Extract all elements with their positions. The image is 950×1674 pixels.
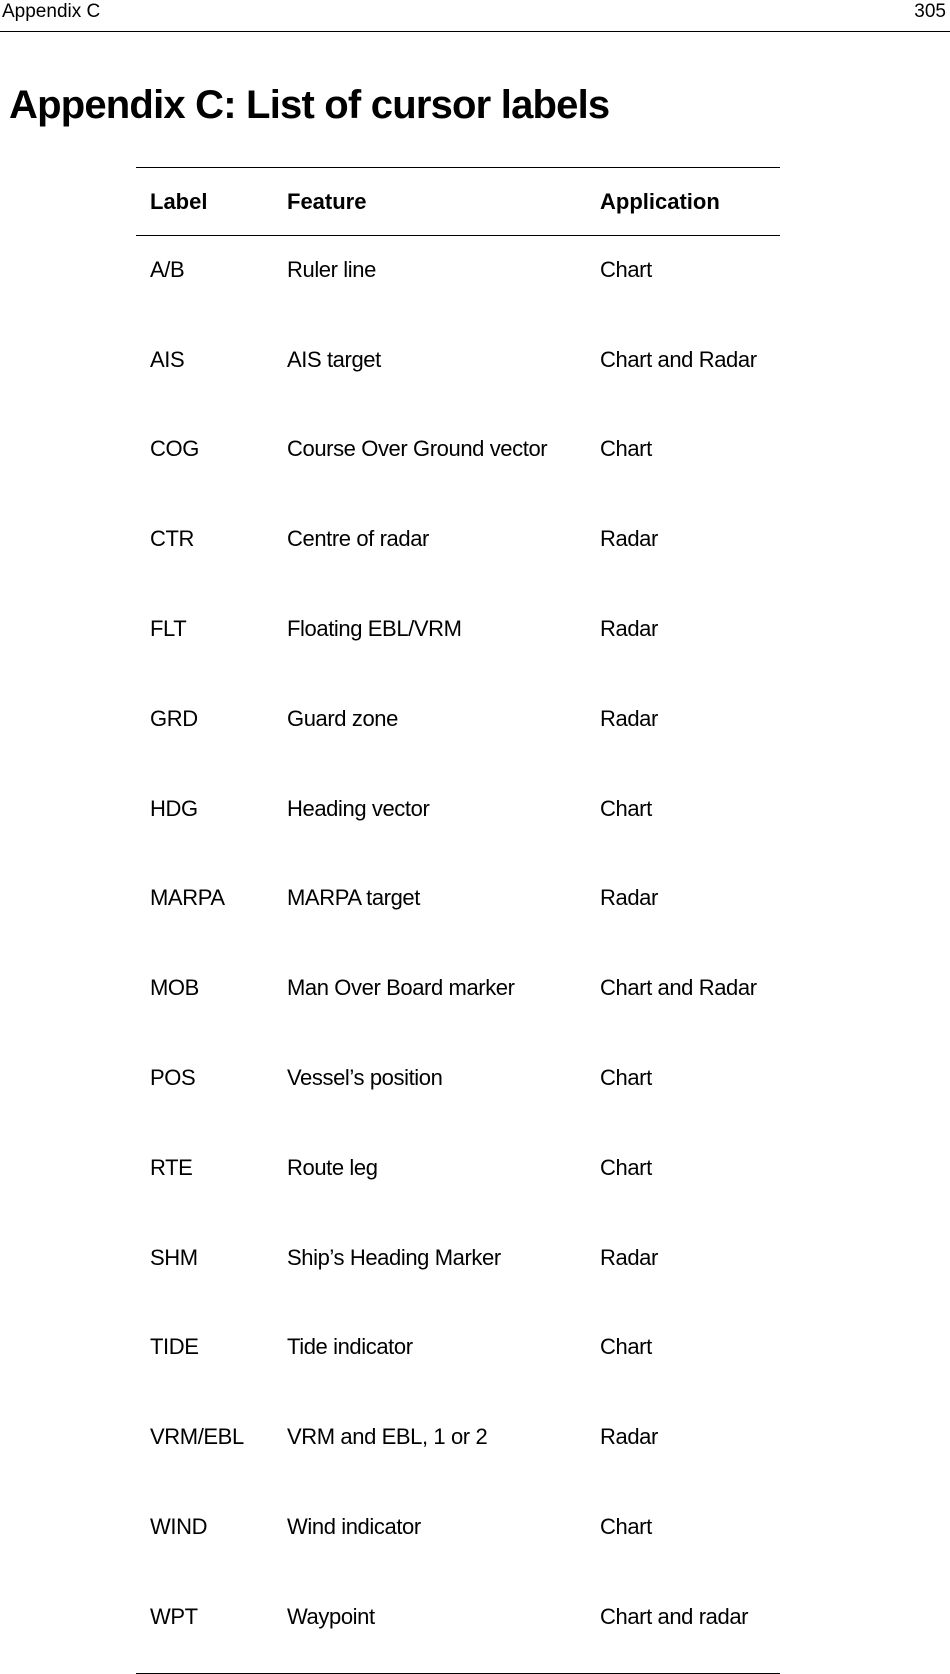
application-cell: Chart: [600, 1154, 652, 1180]
table-row: [136, 595, 780, 685]
table-body: [136, 236, 780, 1674]
cursor-label-cell: MOB: [150, 975, 199, 1001]
cursor-label-cell: SHM: [150, 1244, 198, 1270]
cursor-label-cell: HDG: [150, 795, 198, 821]
feature-cell: Course Over Ground vector: [287, 436, 548, 462]
page-title: Appendix C: List of cursor labels: [9, 83, 610, 127]
table-row: [136, 236, 780, 326]
feature-cell: Guard zone: [287, 705, 398, 731]
table-row: [136, 1044, 780, 1134]
cursor-label-cell: TIDE: [150, 1334, 199, 1360]
table-row: [136, 775, 780, 865]
cursor-label-cell: GRD: [150, 705, 198, 731]
cursor-label-cell: CTR: [150, 526, 195, 552]
cursor-labels-table: [136, 167, 780, 1674]
column-header-application: Application: [600, 168, 780, 236]
header-section-name: Appendix C: [2, 1, 101, 22]
feature-cell: VRM and EBL, 1 or 2: [287, 1424, 488, 1450]
table-row: [136, 1134, 780, 1224]
application-cell: Radar: [600, 1424, 658, 1450]
application-cell: Chart: [600, 256, 652, 282]
cursor-label-cell: WPT: [150, 1603, 198, 1629]
application-cell: Chart: [600, 1334, 652, 1360]
table-row: [136, 1403, 780, 1493]
table-header: [136, 168, 780, 236]
feature-cell: AIS target: [287, 346, 381, 372]
application-cell: Radar: [600, 526, 658, 552]
table-row: [136, 326, 780, 416]
application-cell: Chart: [600, 1065, 652, 1091]
running-header: [0, 0, 950, 32]
column-header-label: Label: [136, 168, 287, 236]
application-cell: Chart and Radar: [600, 346, 757, 372]
cursor-label-cell: COG: [150, 436, 199, 462]
table-row: [136, 865, 780, 955]
cursor-label-cell: AIS: [150, 346, 185, 372]
application-cell: Radar: [600, 1244, 658, 1270]
feature-cell: Waypoint: [287, 1603, 375, 1629]
cursor-label-cell: VRM/EBL: [150, 1424, 244, 1450]
header-page-number: 305: [914, 1, 946, 22]
feature-cell: Route leg: [287, 1154, 378, 1180]
table-header-row: [136, 168, 780, 236]
feature-cell: Centre of radar: [287, 526, 429, 552]
feature-cell: MARPA target: [287, 885, 420, 911]
application-cell: Radar: [600, 885, 658, 911]
table-row: [136, 505, 780, 595]
feature-cell: Heading vector: [287, 795, 430, 821]
table-row: [136, 1224, 780, 1314]
application-cell: Chart: [600, 795, 652, 821]
feature-cell: Tide indicator: [287, 1334, 413, 1360]
column-header-feature: Feature: [287, 168, 600, 236]
feature-cell: Vessel’s position: [287, 1065, 443, 1091]
table-row: [136, 954, 780, 1044]
table-row: [136, 416, 780, 506]
table-row: [136, 1493, 780, 1583]
application-cell: Chart and radar: [600, 1603, 749, 1629]
application-cell: Chart: [600, 1514, 652, 1540]
table-row: [136, 1583, 780, 1673]
application-cell: Radar: [600, 705, 658, 731]
feature-cell: Man Over Board marker: [287, 975, 515, 1001]
feature-cell: Ship’s Heading Marker: [287, 1244, 501, 1270]
table-row: [136, 685, 780, 775]
application-cell: Chart and Radar: [600, 975, 757, 1001]
application-cell: Radar: [600, 616, 658, 642]
cursor-label-cell: WIND: [150, 1514, 208, 1540]
cursor-label-cell: MARPA: [150, 885, 225, 911]
feature-cell: Floating EBL/VRM: [287, 616, 462, 642]
cursor-label-cell: POS: [150, 1065, 196, 1091]
cursor-label-cell: RTE: [150, 1154, 193, 1180]
table-row: [136, 1314, 780, 1404]
application-cell: Chart: [600, 436, 652, 462]
cursor-label-cell: A/B: [150, 256, 185, 282]
feature-cell: Wind indicator: [287, 1514, 421, 1540]
cursor-label-cell: FLT: [150, 616, 187, 642]
feature-cell: Ruler line: [287, 256, 376, 282]
